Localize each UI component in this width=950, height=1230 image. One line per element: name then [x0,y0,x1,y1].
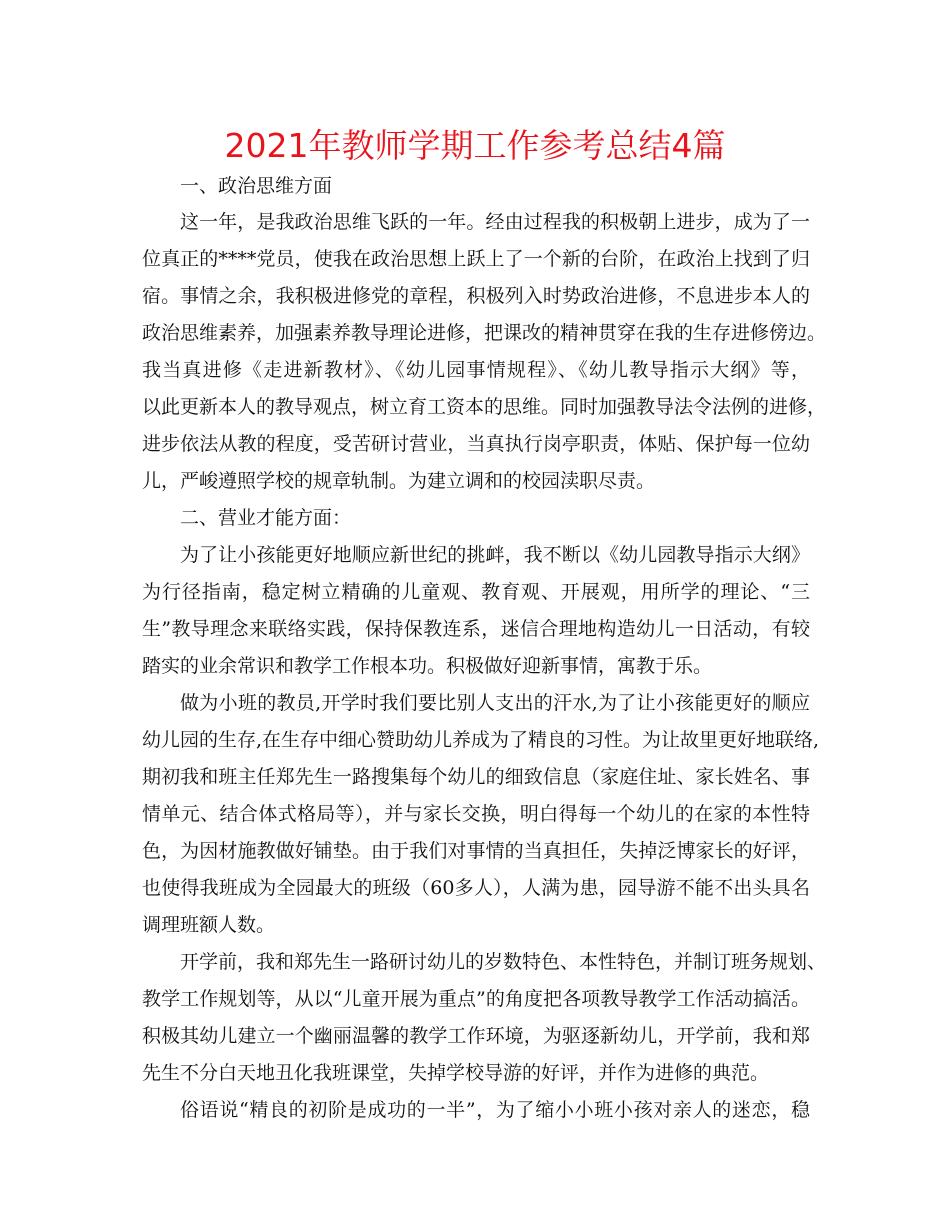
paragraph-line: 色，为因材施教做好铺垫。由于我们对事情的当真担任，失掉泛博家长的好评， [142,840,810,862]
paragraph-line: 我当真进修《走进新教材》、《幼儿园事情规程》、《幼儿教导指示大纲》等， [142,359,810,381]
paragraph-line: 教学工作规划等，从以“儿童开展为重点”的角度把各项教导教学工作活动搞活。 [142,988,810,1010]
paragraph-line: 儿，严峻遵照学校的规章轨制。为建立调和的校园渎职尽责。 [142,470,656,492]
paragraph-line: 生”教导理念来联络实践，保持保教连系，迷信合理地构造幼儿一日活动，有较 [142,618,810,640]
paragraph-line: 为行径指南，稳定树立精确的儿童观、教育观、开展观，用所学的理论、“三 [142,581,810,603]
paragraph-line: 以此更新本人的教导观点，树立育工资本的思维。同时加强教导法令法例的进修， [142,396,827,418]
paragraph-line: 俗语说“精良的初阶是成功的一半”，为了缩小小班小孩对亲人的迷恋，稳 [180,1099,810,1121]
paragraph-line: 开学前，我和郑先生一路研讨幼儿的岁数特色、本性特色，并制订班务规划、 [180,951,827,973]
paragraph-line: 这一年，是我政治思维飞跃的一年。经由过程我的积极朝上进步，成为了一 [180,211,810,233]
section-heading-politics: 一、政治思维方面 [180,175,333,197]
paragraph-line: 进步依法从教的程度，受苦研讨营业，当真执行岗亭职责，体贴、保护每一位幼 [142,433,810,455]
paragraph-line: 情单元、结合体式格局等），并与家长交换，明白得每一个幼儿的在家的本性特 [142,803,810,825]
paragraph-line: 宿。事情之余，我积极进修党的章程，积极列入时势政治进修，不息进步本人的 [142,285,810,307]
paragraph-line: 踏实的业余常识和教学工作根本功。积极做好迎新事情，寓教于乐。 [142,655,713,677]
paragraph-line: 期初我和班主任郑先生一路搜集每个幼儿的细致信息（家庭住址、家长姓名、事 [142,766,810,788]
paragraph-line: 政治思维素养，加强素养教导理论进修，把课改的精神贯穿在我的生存进修傍边。 [142,322,827,344]
document-title: 2021年教师学期工作参考总结4篇 [224,126,726,165]
paragraph-line: 调理班额人数。 [142,914,276,936]
paragraph-line: 位真正的****党员，使我在政治思想上跃上了一个新的台阶，在政治上找到了归 [142,248,810,270]
paragraph-line: 做为小班的教员,开学时我们要比别人支出的汗水,为了让小孩能更好的顺应 [180,692,810,714]
paragraph-line: 也使得我班成为全园最大的班级（60多人），人满为患，园导游不能不出头具名 [142,877,810,899]
section-heading-business: 二、营业才能方面： [180,507,352,529]
paragraph-line: 先生不分白天地丑化我班课堂，失掉学校导游的好评，并作为进修的典范。 [142,1062,770,1084]
paragraph-line: 为了让小孩能更好地顺应新世纪的挑衅，我不断以《幼儿园教导指示大纲》 [180,544,810,566]
paragraph-line: 积极其幼儿建立一个幽丽温馨的教学工作环境，为驱逐新幼儿，开学前，我和郑 [142,1025,810,1047]
paragraph-line: 幼儿园的生存,在生存中细心赞助幼儿养成为了精良的习性。为让故里更好地联络, [142,729,820,751]
